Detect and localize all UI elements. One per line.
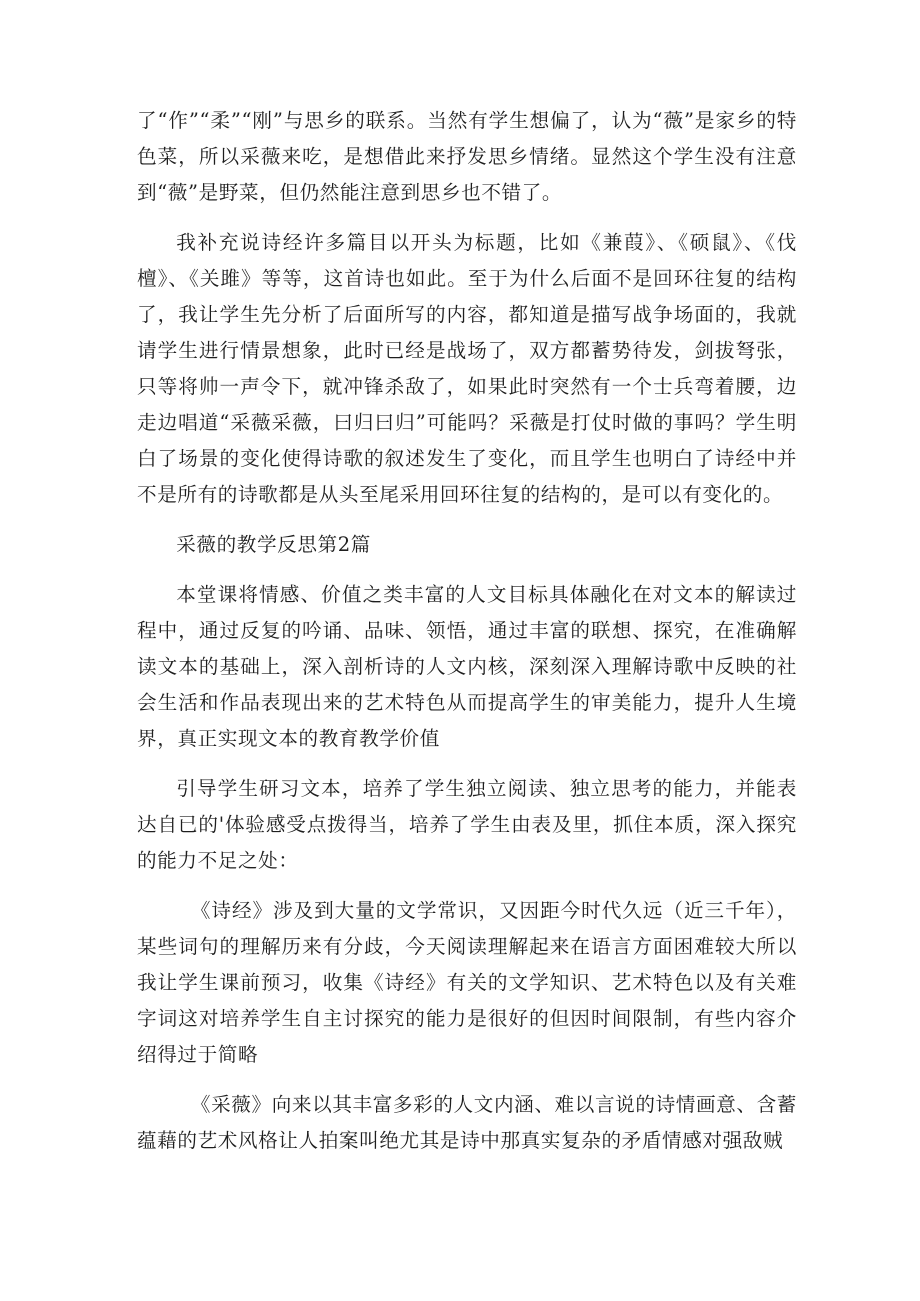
section-heading: 采薇的教学反思第2篇 xyxy=(176,533,371,556)
document-body xyxy=(137,103,797,1159)
paragraph-guidance: 引导学生研习文本，培养了学生独立阅读、独立思考的能力，并能表达自已的'体验感受点拨得当，培养了学生由表及里，抓住本质，深入探究的能力不足之处： xyxy=(137,777,797,872)
paragraph-supplement: 我补充说诗经许多篇目以开头为标题，比如《兼葭》、《硕鼠》、《伐檀》、《关雎》等等，这首诗也如此。至于为什么后面不是回环往复的结构了，我让学生先分析了后面所写的内容，都知道是描写战争场面的，我就请学生进行情景想象，此时已经是战场了，双方都蓄势待发，剑拔弩张，只等将帅一声令下，就冲锋杀敌了，如果此时突然有一个士兵弯着腰，边走边唱道“采薇采薇，曰归曰归”可能吗？采薇是打仗时做的事吗？学生明白了场景的变化使得诗歌的叙述发生了变化，而且学生也明白了诗经中并不是所有的诗歌都是从头至尾采用回环往复的结构的，是可以有变化的。 xyxy=(137,231,797,506)
paragraph-lesson-goals: 本堂课将情感、价值之类丰富的人文目标具体融化在对文本的解读过程中，通过反复的吟诵、品味、领悟，通过丰富的联想、探究，在准确解读文本的基础上，深入剖析诗的人文内核，深刻深入理解诗歌中反映的社会生活和作品表现出来的艺术特色从而提高学生的审美能力，提升人生境界，真正实现文本的教育教学价值 xyxy=(137,583,797,750)
paragraph-continuation: 了“作”“柔”“刚”与思乡的联系。当然有学生想偏了，认为“薇”是家乡的特色菜，所以采薇来吃，是想借此来抒发思乡情绪。显然这个学生没有注意到“薇”是野菜，但仍然能注意到思乡也不错了。 xyxy=(137,109,797,204)
paragraph-shijing: 《诗经》涉及到大量的文学常识，又因距今时代久远（近三千年），某些词句的理解历来有分歧，今天阅读理解起来在语言方面困难较大所以我让学生课前预习，收集《诗经》有关的文学知识、艺术特色以及有关难字词这对培养学生自主讨探究的能力是很好的但因时间限制，有些内容介绍得过于简略 xyxy=(137,899,797,1066)
paragraph-caiwei: 《采薇》向来以其丰富多彩的人文内涵、难以言说的诗情画意、含蓄蕴藉的艺术风格让人拍案叫绝尤其是诗中那真实复杂的矛盾情感对强敌贼 xyxy=(137,1093,797,1152)
